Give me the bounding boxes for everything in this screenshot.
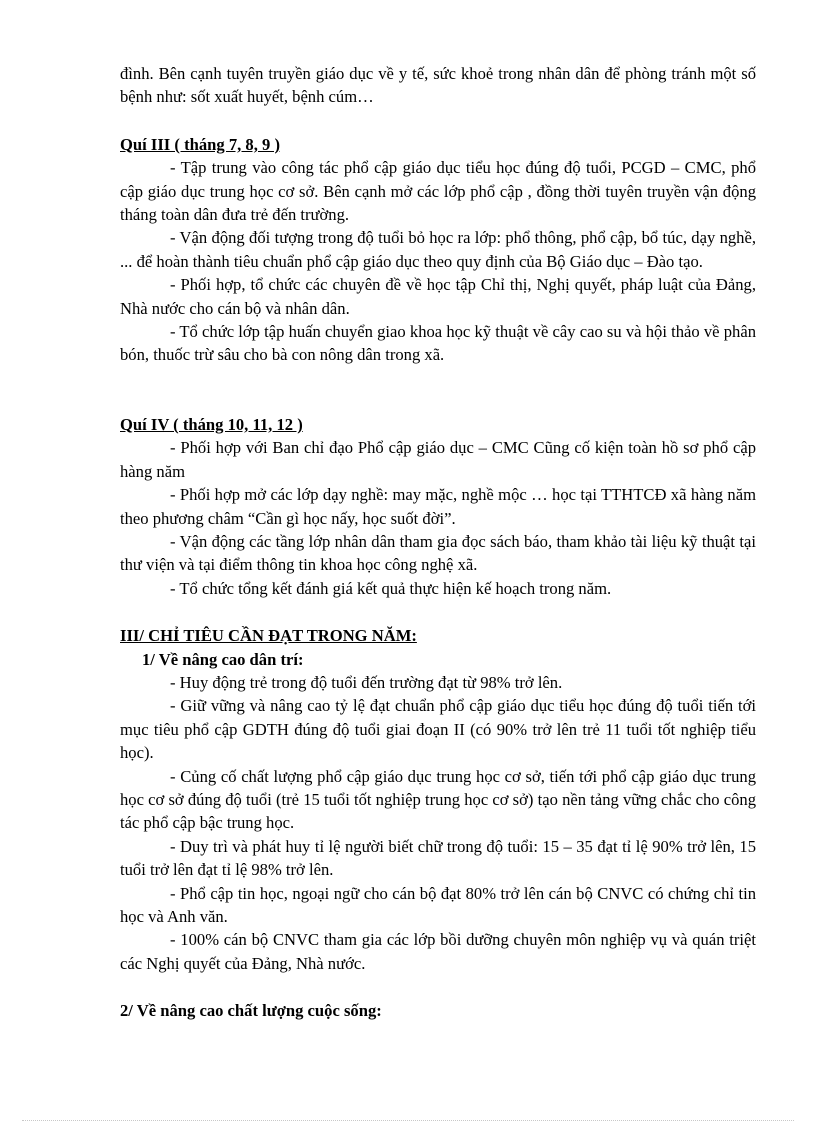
target-item: - Củng cố chất lượng phổ cập giáo dục trung học cơ sở, tiến tới phổ cập giáo dục trung học cơ sở đúng độ tuổi (trẻ 15 tuổi tốt nghiệp trung học cơ sở) tạo nền tảng vững chắc cho công tác phổ cập bậc trung học.	[120, 766, 756, 833]
intro-paragraph: đình. Bên cạnh tuyên truyền giáo dục về y tế, sức khoẻ trong nhân dân để phòng tránh một số bệnh như: sốt xuất huyết, bệnh cúm…	[120, 64, 756, 107]
q4-item: - Vận động các tầng lớp nhân dân tham gia đọc sách báo, tham khảo tài liệu kỹ thuật tại thư viện và tại điểm thông tin khoa học công nghệ xã.	[120, 531, 756, 575]
q4-heading: Quí IV ( tháng 10, 11, 12 )	[120, 414, 303, 434]
q3-item: - Phối hợp, tổ chức các chuyên đề về học tập Chỉ thị, Nghị quyết, pháp luật của Đảng, Nhà nước cho cán bộ và nhân dân.	[120, 275, 756, 318]
target-item: - Duy trì và phát huy tỉ lệ người biết chữ trong độ tuổi: 15 – 35 đạt tỉ lệ 90% trở lên, 15 tuổi trở lên đạt tỉ lệ 98% trở lên.	[120, 836, 756, 880]
q4-item: - Phối hợp với Ban chỉ đạo Phổ cập giáo dục – CMC Cũng cố kiện toàn hồ sơ phổ cập hàng năm	[120, 438, 756, 481]
document-page	[120, 62, 756, 1023]
target-item: - 100% cán bộ CNVC tham gia các lớp bồi dưỡng chuyên môn nghiệp vụ và quán triệt các Nghị quyết của Đảng, Nhà nước.	[120, 930, 756, 973]
q3-item: - Tập trung vào công tác phổ cập giáo dục tiểu học đúng độ tuổi, PCGD – CMC, phổ cập giáo dục trung học cơ sở. Bên cạnh mở các lớp phổ cập , đồng thời tuyên truyền vận động tháng toàn dân đưa trẻ đến trường.	[120, 158, 756, 225]
target-item: - Huy động trẻ trong độ tuổi đến trường đạt từ 98% trở lên.	[170, 672, 563, 692]
target-item: - Phổ cập tin học, ngoại ngữ cho cán bộ đạt 80% trở lên cán bộ CNVC có chứng chỉ tin học và Anh văn.	[120, 883, 756, 926]
q3-heading: Quí III ( tháng 7, 8, 9 )	[120, 134, 280, 154]
subsection2-heading: 2/ Về nâng cao chất lượng cuộc sống:	[120, 1001, 382, 1021]
page-bottom-divider	[22, 1120, 794, 1121]
subsection1-heading: 1/ Về nâng cao dân trí:	[142, 649, 304, 669]
q4-item: - Phối hợp mở các lớp dạy nghề: may mặc, nghề mộc … học tại TTHTCĐ xã hàng năm theo phương châm “Cần gì học nấy, học suốt đời”.	[120, 485, 756, 528]
section3-heading: III/ CHỈ TIÊU CẦN ĐẠT TRONG NĂM:	[120, 626, 417, 646]
q3-item: - Vận động đối tượng trong độ tuổi bỏ học ra lớp: phổ thông, phổ cập, bổ túc, dạy nghề, ... để hoàn thành tiêu chuẩn phổ cập giáo dục theo quy định của Bộ Giáo dục – Đào tạo.	[120, 228, 756, 271]
q4-item: - Tổ chức tổng kết đánh giá kết quả thực hiện kế hoạch trong năm.	[170, 578, 612, 598]
target-item: - Giữ vững và nâng cao tỷ lệ đạt chuẩn phổ cập giáo dục tiểu học đúng độ tuổi tiến tới mục tiêu phổ cập GDTH đúng độ tuổi giai đoạn II (có 90% trở lên trẻ 11 tuổi tốt nghiệp tiểu học).	[120, 696, 756, 763]
q3-item: - Tổ chức lớp tập huấn chuyển giao khoa học kỹ thuật về cây cao su và hội thảo về phân bón, thuốc trừ sâu cho bà con nông dân trong xã.	[120, 322, 756, 365]
